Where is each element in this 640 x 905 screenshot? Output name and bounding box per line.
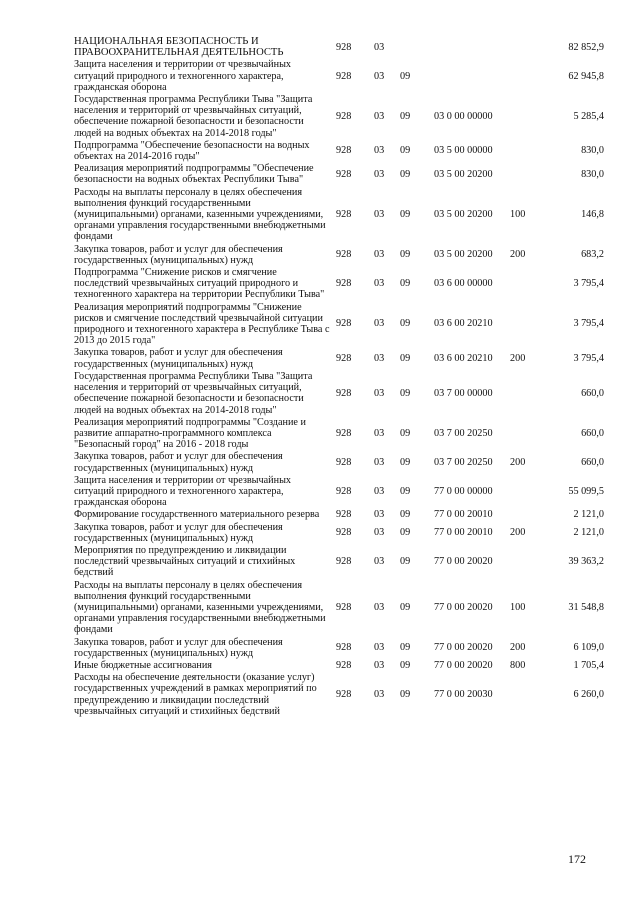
row-ministry-code: 928 <box>336 41 352 53</box>
budget-table-container <box>74 36 604 718</box>
row-amount: 39 363,2 <box>568 556 604 568</box>
table-row <box>74 244 604 267</box>
row-ministry-code: 928 <box>336 249 352 261</box>
table-row <box>74 545 604 580</box>
row-section-code: 03 <box>374 249 385 261</box>
table-row <box>74 140 604 163</box>
table-row <box>74 267 604 302</box>
row-expense-type-code <box>510 509 544 521</box>
row-ministry-code: 928 <box>336 427 352 439</box>
row-amount: 2 121,0 <box>573 509 604 521</box>
row-name: Защита населения и территории от чрезвычайных ситуаций природного и техногенного характера, гражданская оборона <box>74 474 292 509</box>
table-row <box>74 509 604 521</box>
row-ministry-code: 928 <box>336 70 352 82</box>
table-row <box>74 660 604 672</box>
row-expense-type-code: 200 <box>510 249 526 261</box>
row-expense-type-code: 100 <box>510 209 526 221</box>
row-name: Защита населения и территории от чрезвычайных ситуаций природного и техногенного характера, гражданская оборона <box>74 59 292 93</box>
row-subsection-code: 09 <box>400 509 411 521</box>
row-target-article-code: 03 6 00 00000 <box>434 278 493 290</box>
table-row <box>74 475 604 510</box>
row-section-code: 03 <box>374 688 385 700</box>
row-amount: 1 705,4 <box>573 659 604 671</box>
row-name: Реализация мероприятий подпрограммы "Создание и развитие аппаратно-программного комплекса "Безопасный город" на 2016 - 2018 годы <box>74 416 306 451</box>
row-amount: 660,0 <box>581 456 604 468</box>
table-row <box>74 187 604 244</box>
row-amount: 6 109,0 <box>573 642 604 654</box>
row-amount: 3 795,4 <box>573 353 604 365</box>
row-expense-type-code <box>510 140 544 163</box>
row-target-article-code: 77 0 00 20030 <box>434 688 493 700</box>
row-name: Закупка товаров, работ и услуг для обеспечения государственных (муниципальных) нужд <box>74 243 283 266</box>
row-target-article-code: 03 5 00 20200 <box>434 209 493 221</box>
row-target-article-code: 77 0 00 20020 <box>434 659 493 671</box>
row-subsection-code: 09 <box>400 659 411 671</box>
row-subsection-code <box>400 36 434 59</box>
row-section-code: 03 <box>374 145 385 157</box>
table-row <box>74 417 604 452</box>
row-name: Закупка товаров, работ и услуг для обеспечения государственных (муниципальных) нужд <box>74 636 283 659</box>
row-amount: 660,0 <box>581 387 604 399</box>
row-ministry-code: 928 <box>336 509 352 521</box>
row-ministry-code: 928 <box>336 168 352 180</box>
row-amount: 146,8 <box>581 209 604 221</box>
row-section-code: 03 <box>374 70 385 82</box>
row-amount: 3 795,4 <box>573 318 604 330</box>
row-target-article-code: 77 0 00 20010 <box>434 527 493 539</box>
row-ministry-code: 928 <box>336 110 352 122</box>
row-section-code: 03 <box>374 353 385 365</box>
row-amount: 3 795,4 <box>573 278 604 290</box>
row-ministry-code: 928 <box>336 209 352 221</box>
row-section-code: 03 <box>374 318 385 330</box>
row-subsection-code: 09 <box>400 278 411 290</box>
row-target-article-code <box>434 36 510 59</box>
row-subsection-code: 09 <box>400 318 411 330</box>
row-subsection-code: 09 <box>400 110 411 122</box>
row-subsection-code: 09 <box>400 601 411 613</box>
row-amount: 830,0 <box>581 145 604 157</box>
row-ministry-code: 928 <box>336 145 352 157</box>
row-name: Расходы на обеспечение деятельности (оказание услуг) государственных учреждений в рамках мероприятий по предупреждению и ликвидации последствий чрезвычайных ситуаций и стихийных бедствий <box>74 672 317 717</box>
row-target-article-code: 03 5 00 20200 <box>434 168 493 180</box>
row-expense-type-code: 200 <box>510 456 526 468</box>
row-ministry-code: 928 <box>336 556 352 568</box>
row-expense-type-code <box>510 36 544 59</box>
row-amount: 2 121,0 <box>573 527 604 539</box>
row-name: Мероприятия по предупреждению и ликвидации последствий чрезвычайных ситуаций и стихийных бедствий <box>74 544 296 579</box>
row-name: Государственная программа Республики Тыва "Защита населения и территорий от чрезвычайных ситуаций, обеспечение пожарной безопасности и безопасности людей на водных объектах на 2014-2018 годы" <box>74 94 313 139</box>
row-ministry-code: 928 <box>336 278 352 290</box>
row-name: Подпрограмма "Снижение рисков и смягчение последствий чрезвычайных ситуаций природного и техногенного характера на территории Республики Тыва" <box>74 267 325 301</box>
row-target-article-code: 03 0 00 00000 <box>434 110 493 122</box>
row-section-code: 03 <box>374 209 385 221</box>
row-subsection-code: 09 <box>400 556 411 568</box>
table-row <box>74 371 604 417</box>
row-name: Закупка товаров, работ и услуг для обеспечения государственных (муниципальных) нужд <box>74 347 283 370</box>
row-section-code: 03 <box>374 41 385 53</box>
row-section-code: 03 <box>374 456 385 468</box>
row-target-article-code: 03 6 00 20210 <box>434 353 493 365</box>
row-amount: 683,2 <box>581 249 604 261</box>
row-name: Закупка товаров, работ и услуг для обеспечения государственных (муниципальных) нужд <box>74 521 283 544</box>
row-subsection-code: 09 <box>400 209 411 221</box>
table-row <box>74 637 604 660</box>
row-target-article-code: 77 0 00 00000 <box>434 485 493 497</box>
row-target-article-code: 77 0 00 20020 <box>434 601 493 613</box>
row-section-code: 03 <box>374 659 385 671</box>
row-expense-type-code <box>510 672 544 718</box>
row-expense-type-code: 200 <box>510 642 526 654</box>
row-subsection-code: 09 <box>400 527 411 539</box>
row-expense-type-code: 200 <box>510 353 526 365</box>
row-subsection-code: 09 <box>400 427 411 439</box>
row-subsection-code: 09 <box>400 70 411 82</box>
table-row <box>74 451 604 474</box>
row-amount: 830,0 <box>581 168 604 180</box>
row-ministry-code: 928 <box>336 688 352 700</box>
row-expense-type-code: 800 <box>510 659 526 671</box>
row-ministry-code: 928 <box>336 659 352 671</box>
row-expense-type-code <box>510 59 544 94</box>
row-target-article-code: 03 7 00 00000 <box>434 387 493 399</box>
row-name: Государственная программа Республики Тыва "Защита населения и территорий от чрезвычайных ситуаций, обеспечение пожарной безопасности и безопасности людей на водных объектах на 2014-2018 годы" <box>74 370 313 416</box>
row-amount: 31 548,8 <box>568 601 604 613</box>
row-amount: 6 260,0 <box>573 688 604 700</box>
row-ministry-code: 928 <box>336 318 352 330</box>
row-section-code: 03 <box>374 485 385 497</box>
row-section-code: 03 <box>374 387 385 399</box>
row-target-article-code: 77 0 00 20010 <box>434 509 493 521</box>
row-target-article-code: 03 7 00 20250 <box>434 427 493 439</box>
row-section-code: 03 <box>374 278 385 290</box>
row-ministry-code: 928 <box>336 527 352 539</box>
row-target-article-code: 77 0 00 20020 <box>434 556 493 568</box>
row-expense-type-code <box>510 94 544 140</box>
row-target-article-code: 77 0 00 20020 <box>434 642 493 654</box>
row-expense-type-code <box>510 371 544 417</box>
row-ministry-code: 928 <box>336 353 352 365</box>
row-amount: 55 099,5 <box>568 485 604 497</box>
row-subsection-code: 09 <box>400 688 411 700</box>
table-row <box>74 347 604 370</box>
row-expense-type-code <box>510 417 544 452</box>
table-row <box>74 672 604 718</box>
row-amount: 660,0 <box>581 427 604 439</box>
row-section-code: 03 <box>374 527 385 539</box>
table-row <box>74 580 604 637</box>
row-name: Расходы на выплаты персоналу в целях обеспечения выполнения функций государственными (муниципальными) органами, казенными учреждениями, органами управления государственными внебюджетными фондами <box>74 579 326 636</box>
row-subsection-code: 09 <box>400 387 411 399</box>
row-section-code: 03 <box>374 642 385 654</box>
row-target-article-code: 03 5 00 20200 <box>434 249 493 261</box>
row-ministry-code: 928 <box>336 642 352 654</box>
row-target-article-code: 03 6 00 20210 <box>434 318 493 330</box>
budget-table-body <box>74 36 604 718</box>
row-expense-type-code: 200 <box>510 527 526 539</box>
row-ministry-code: 928 <box>336 456 352 468</box>
row-subsection-code: 09 <box>400 249 411 261</box>
row-section-code: 03 <box>374 601 385 613</box>
row-expense-type-code <box>510 545 544 580</box>
row-name: Реализация мероприятий подпрограммы "Снижение рисков и смягчение последствий чрезвычайной ситуации природного и техногенного характера в Республике Тыва с 2013 до 2015 года" <box>74 301 330 347</box>
row-amount: 82 852,9 <box>568 41 604 53</box>
row-name: Иные бюджетные ассигнования <box>74 659 212 671</box>
row-section-code: 03 <box>374 168 385 180</box>
row-subsection-code: 09 <box>400 485 411 497</box>
row-expense-type-code <box>510 267 544 302</box>
row-name: Расходы на выплаты персоналу в целях обеспечения выполнения функций государственными (муниципальными) органами, казенными учреждениями, органами управления государственными внебюджетными фондами <box>74 186 326 243</box>
table-row <box>74 522 604 545</box>
row-subsection-code: 09 <box>400 145 411 157</box>
row-target-article-code <box>434 59 510 94</box>
row-expense-type-code <box>510 163 544 186</box>
row-name: Подпрограмма "Обеспечение безопасности на водных объектах на 2014-2016 годы" <box>74 139 310 163</box>
row-target-article-code: 03 7 00 20250 <box>434 456 493 468</box>
row-subsection-code: 09 <box>400 642 411 654</box>
row-name: Реализация мероприятий подпрограммы "Обеспечение безопасности на водных объектах Республики Тыва" <box>74 163 314 186</box>
row-name: Формирование государственного материального резерва <box>74 509 320 521</box>
table-row <box>74 94 604 140</box>
row-ministry-code: 928 <box>336 387 352 399</box>
row-name: НАЦИОНАЛЬНАЯ БЕЗОПАСНОСТЬ И ПРАВООХРАНИТЕЛЬНАЯ ДЕЯТЕЛЬНОСТЬ <box>74 36 284 59</box>
row-ministry-code: 928 <box>336 485 352 497</box>
row-section-code: 03 <box>374 556 385 568</box>
row-ministry-code: 928 <box>336 601 352 613</box>
row-amount: 62 945,8 <box>568 70 604 82</box>
row-section-code: 03 <box>374 509 385 521</box>
row-section-code: 03 <box>374 110 385 122</box>
table-row <box>74 59 604 94</box>
row-expense-type-code <box>510 302 544 348</box>
row-section-code: 03 <box>374 427 385 439</box>
page-number: 172 <box>568 852 586 866</box>
budget-table <box>74 36 604 718</box>
row-target-article-code: 03 5 00 00000 <box>434 145 493 157</box>
row-amount: 5 285,4 <box>573 110 604 122</box>
row-expense-type-code: 100 <box>510 601 526 613</box>
row-subsection-code: 09 <box>400 353 411 365</box>
table-row <box>74 302 604 348</box>
table-row <box>74 36 604 59</box>
row-subsection-code: 09 <box>400 168 411 180</box>
row-subsection-code: 09 <box>400 456 411 468</box>
row-expense-type-code <box>510 475 544 510</box>
table-row <box>74 163 604 186</box>
row-name: Закупка товаров, работ и услуг для обеспечения государственных (муниципальных) нужд <box>74 451 283 474</box>
